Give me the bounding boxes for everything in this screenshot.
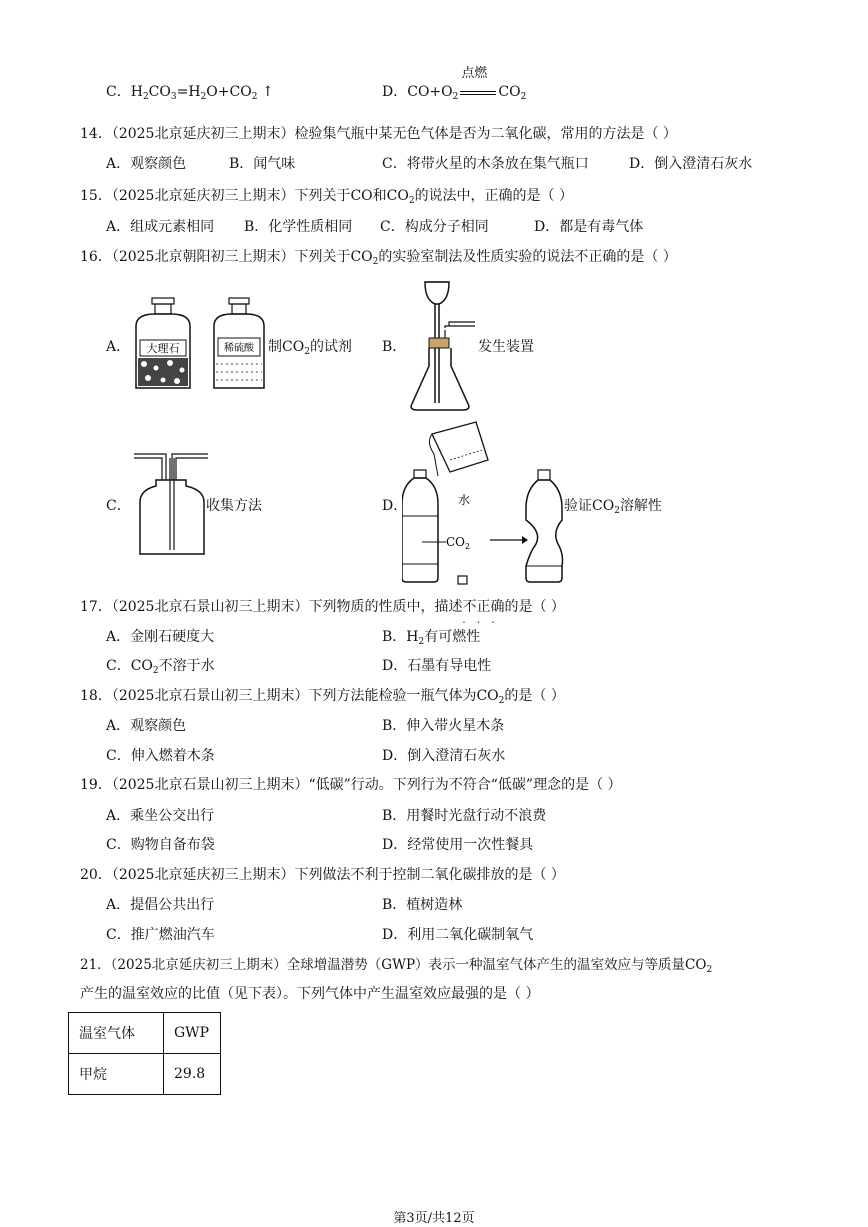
q19-stem: 19．（2025北京石景山初三上期末）“低碳”行动。下列行为不符合“低碳”理念的是（ ）	[80, 777, 622, 793]
q14-option-a: A．观察颜色	[106, 156, 187, 172]
q17-option-c: C．$CO_2$不溶于水	[106, 658, 215, 676]
q15-option-d: D．都是有毒气体	[534, 219, 644, 235]
q17-option-d: D．石墨有导电性	[382, 658, 492, 674]
q16-option-a-text: 制$CO_2$的试剂	[268, 339, 352, 357]
bottle2-label: 稀硫酸	[224, 343, 254, 354]
reaction-condition: 点燃	[458, 82, 498, 102]
q13-option-d: D．$CO+O_2$ 点燃 $CO_2$	[382, 66, 527, 102]
q19-option-a: A．乘坐公交出行	[106, 808, 215, 824]
table-header-cell: 温室气体	[69, 1013, 164, 1054]
q16-option-b-text: 发生装置	[478, 339, 534, 355]
q20-option-b: B．植树造林	[382, 897, 463, 913]
bottle1-label: 大理石	[146, 342, 180, 355]
q16-option-d-text: 验证$CO_2$溶解性	[564, 498, 662, 516]
q18-option-b: B．伸入带火星木条	[382, 718, 505, 734]
gas-collection-bottle-figure	[132, 450, 212, 560]
q18-option-c: C．伸入燃着木条	[106, 748, 215, 764]
q15-stem: 15．（2025北京延庆初三上期末）下列关于CO和$CO_2$的说法中，正确的是（ ）	[80, 188, 574, 206]
q14-option-c: C．将带火星的木条放在集气瓶口	[382, 156, 589, 172]
table-header-cell: GWP	[164, 1013, 221, 1054]
gwp-table	[68, 1012, 221, 1095]
q21-stem-line1: 21．（2025北京延庆初三上期末）全球增温潜势（GWP）表示一种温室气体产生的温室效应与等质量$CO_2$	[80, 957, 713, 975]
q18-stem: 18．（2025北京石景山初三上期末）下列方法能检验一瓶气体为$CO_2$的是（ ）	[80, 688, 565, 706]
table-cell: 29.8	[164, 1054, 221, 1095]
q13-option-c: C．$H_2CO_3=H_2O+CO_2$ ↑	[106, 84, 274, 102]
q15-option-a: A．组成元素相同	[106, 219, 215, 235]
q16-option-c-text: 收集方法	[206, 498, 262, 514]
table-row	[69, 1054, 221, 1095]
table-cell: 甲烷	[69, 1054, 164, 1095]
co2-solubility-figure	[402, 420, 570, 590]
q19-option-c: C．购物自备布袋	[106, 837, 215, 853]
q17-stem: 17．（2025北京石景山初三上期末）下列物质的性质中，描述不正确 • • •的是（ ）	[80, 597, 565, 617]
q19-option-b: B．用餐时光盘行动不浪费	[382, 808, 547, 824]
q16-option-b-label: B．	[382, 339, 407, 355]
q16-option-a-label: A．	[106, 339, 131, 355]
q14-option-d: D．倒入澄清石灰水	[629, 156, 753, 172]
q14-stem: 14．（2025北京延庆初三上期末）检验集气瓶中某无色气体是否为二氧化碳，常用的方法是（ ）	[80, 126, 677, 142]
marble-chips	[138, 358, 188, 386]
water-label: 水	[458, 493, 471, 507]
q20-stem: 20．（2025北京延庆初三上期末）下列做法不利于控制二氧化碳排放的是（ ）	[80, 867, 565, 883]
co2-label: $CO_2$	[446, 535, 471, 551]
q18-option-d: D．倒入澄清石灰水	[382, 748, 506, 764]
q17-option-a: A．金刚石硬度大	[106, 629, 215, 645]
q16-option-c-label: C．	[106, 498, 131, 514]
q20-option-c: C．推广燃油汽车	[106, 927, 215, 943]
q20-option-d: D．利用二氧化碳制氧气	[382, 927, 534, 943]
q21-stem-line2: 产生的温室效应的比值（见下表）。下列气体中产生温室效应最强的是（ ）	[80, 986, 540, 1002]
q14-option-b: B．闻气味	[229, 156, 296, 172]
q19-option-d: D．经常使用一次性餐具	[382, 837, 534, 853]
page-footer: 第3页/共12页	[393, 1211, 475, 1226]
q15-option-c: C．构成分子相同	[380, 219, 489, 235]
q16-option-d-label: D．	[382, 498, 408, 514]
q17-option-b: B．$H_2$有可燃性	[382, 629, 481, 647]
acid-liquid	[216, 364, 262, 380]
reagent-bottles-figure	[130, 296, 270, 394]
q15-option-b: B．化学性质相同	[244, 219, 353, 235]
q20-option-a: A．提倡公共出行	[106, 897, 215, 913]
q18-option-a: A．观察颜色	[106, 718, 187, 734]
table-header-row	[69, 1013, 221, 1054]
q16-stem: 16．（2025北京朝阳初三上期末）下列关于$CO_2$的实验室制法及性质实验的说法不正确的是（ ）	[80, 249, 677, 267]
